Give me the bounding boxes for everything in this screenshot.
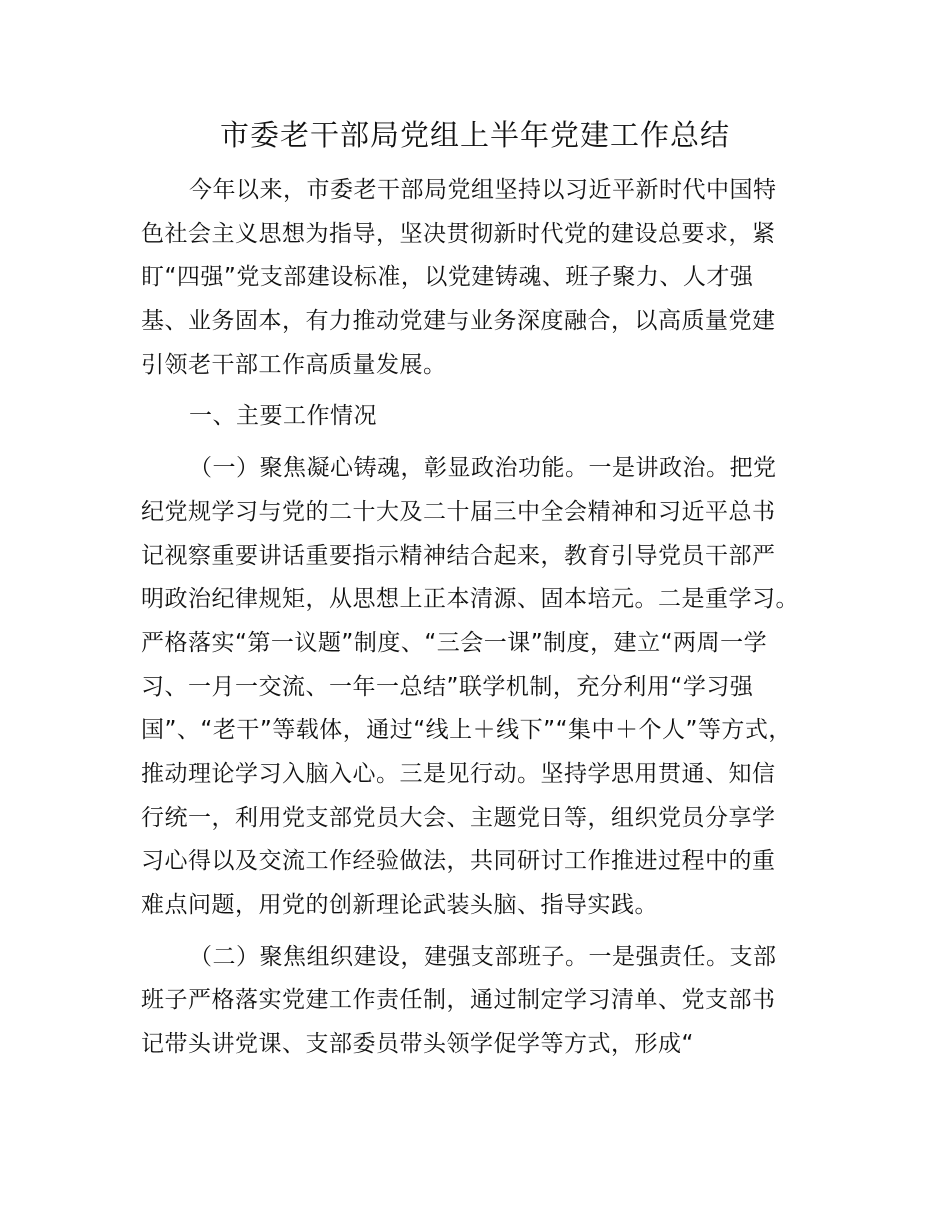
text-line: 行统一，利用党支部党员大会、主题党日等，组织党员分享学 (141, 804, 776, 831)
text-line: 习心得以及交流工作经验做法，共同研讨工作推进过程中的重 (141, 848, 776, 875)
text-line: 明政治纪律规矩，从思想上正本清源、固本培元。二是重学习。 (141, 586, 799, 613)
text-line: 色社会主义思想为指导，坚决贯彻新时代党的建设总要求，紧 (141, 220, 776, 247)
text-line: 习、一月一交流、一年一总结”联学机制，充分利用“学习强 (141, 673, 754, 700)
paragraph-gap (141, 439, 831, 447)
text-line: 记视察重要讲话重要指示精神结合起来，教育引导党员干部严 (141, 542, 776, 569)
text-line: （二）聚焦组织建设，建强支部班子。一是强责任。支部 (189, 943, 777, 970)
text-line: 严格落实“第一议题”制度、“三会一课”制度，建立“两周一学 (141, 629, 768, 656)
text-line: 基、业务固本，有力推动党建与业务深度融合，以高质量党建 (141, 308, 776, 335)
document-title: 市委老干部局党组上半年党建工作总结 (219, 118, 730, 152)
text-line: 班子严格落实党建工作责任制，通过制定学习清单、党支部书 (141, 987, 776, 1014)
text-line: （一）聚焦凝心铸魂，彰显政治功能。一是讲政治。把党 (189, 455, 777, 482)
text-line: 盯“四强”党支部建设标准，以党建铸魂、班子聚力、人才强 (141, 264, 754, 291)
text-line: 国”、“老干”等载体，通过“线上＋线下”“集中＋个人”等方式， (141, 717, 792, 744)
text-line: 引领老干部工作高质量发展。 (141, 351, 447, 378)
text-line: 推动理论学习入脑入心。三是见行动。坚持学思用贯通、知信 (141, 760, 776, 787)
text-line: 今年以来，市委老干部局党组坚持以习近平新时代中国特 (189, 177, 777, 203)
paragraph-gap (141, 387, 831, 395)
text-line: 难点问题，用党的创新理论武装头脑、指导实践。 (141, 892, 658, 918)
text-line: 纪党规学习与党的二十大及二十届三中全会精神和习近平总书 (141, 498, 776, 525)
text-line: 记带头讲党课、支部委员带头领学促学等方式，形成“ (141, 1031, 694, 1058)
document-body (141, 169, 831, 1067)
paragraph-gap (141, 928, 831, 936)
text-line: 一、主要工作情况 (189, 403, 377, 430)
